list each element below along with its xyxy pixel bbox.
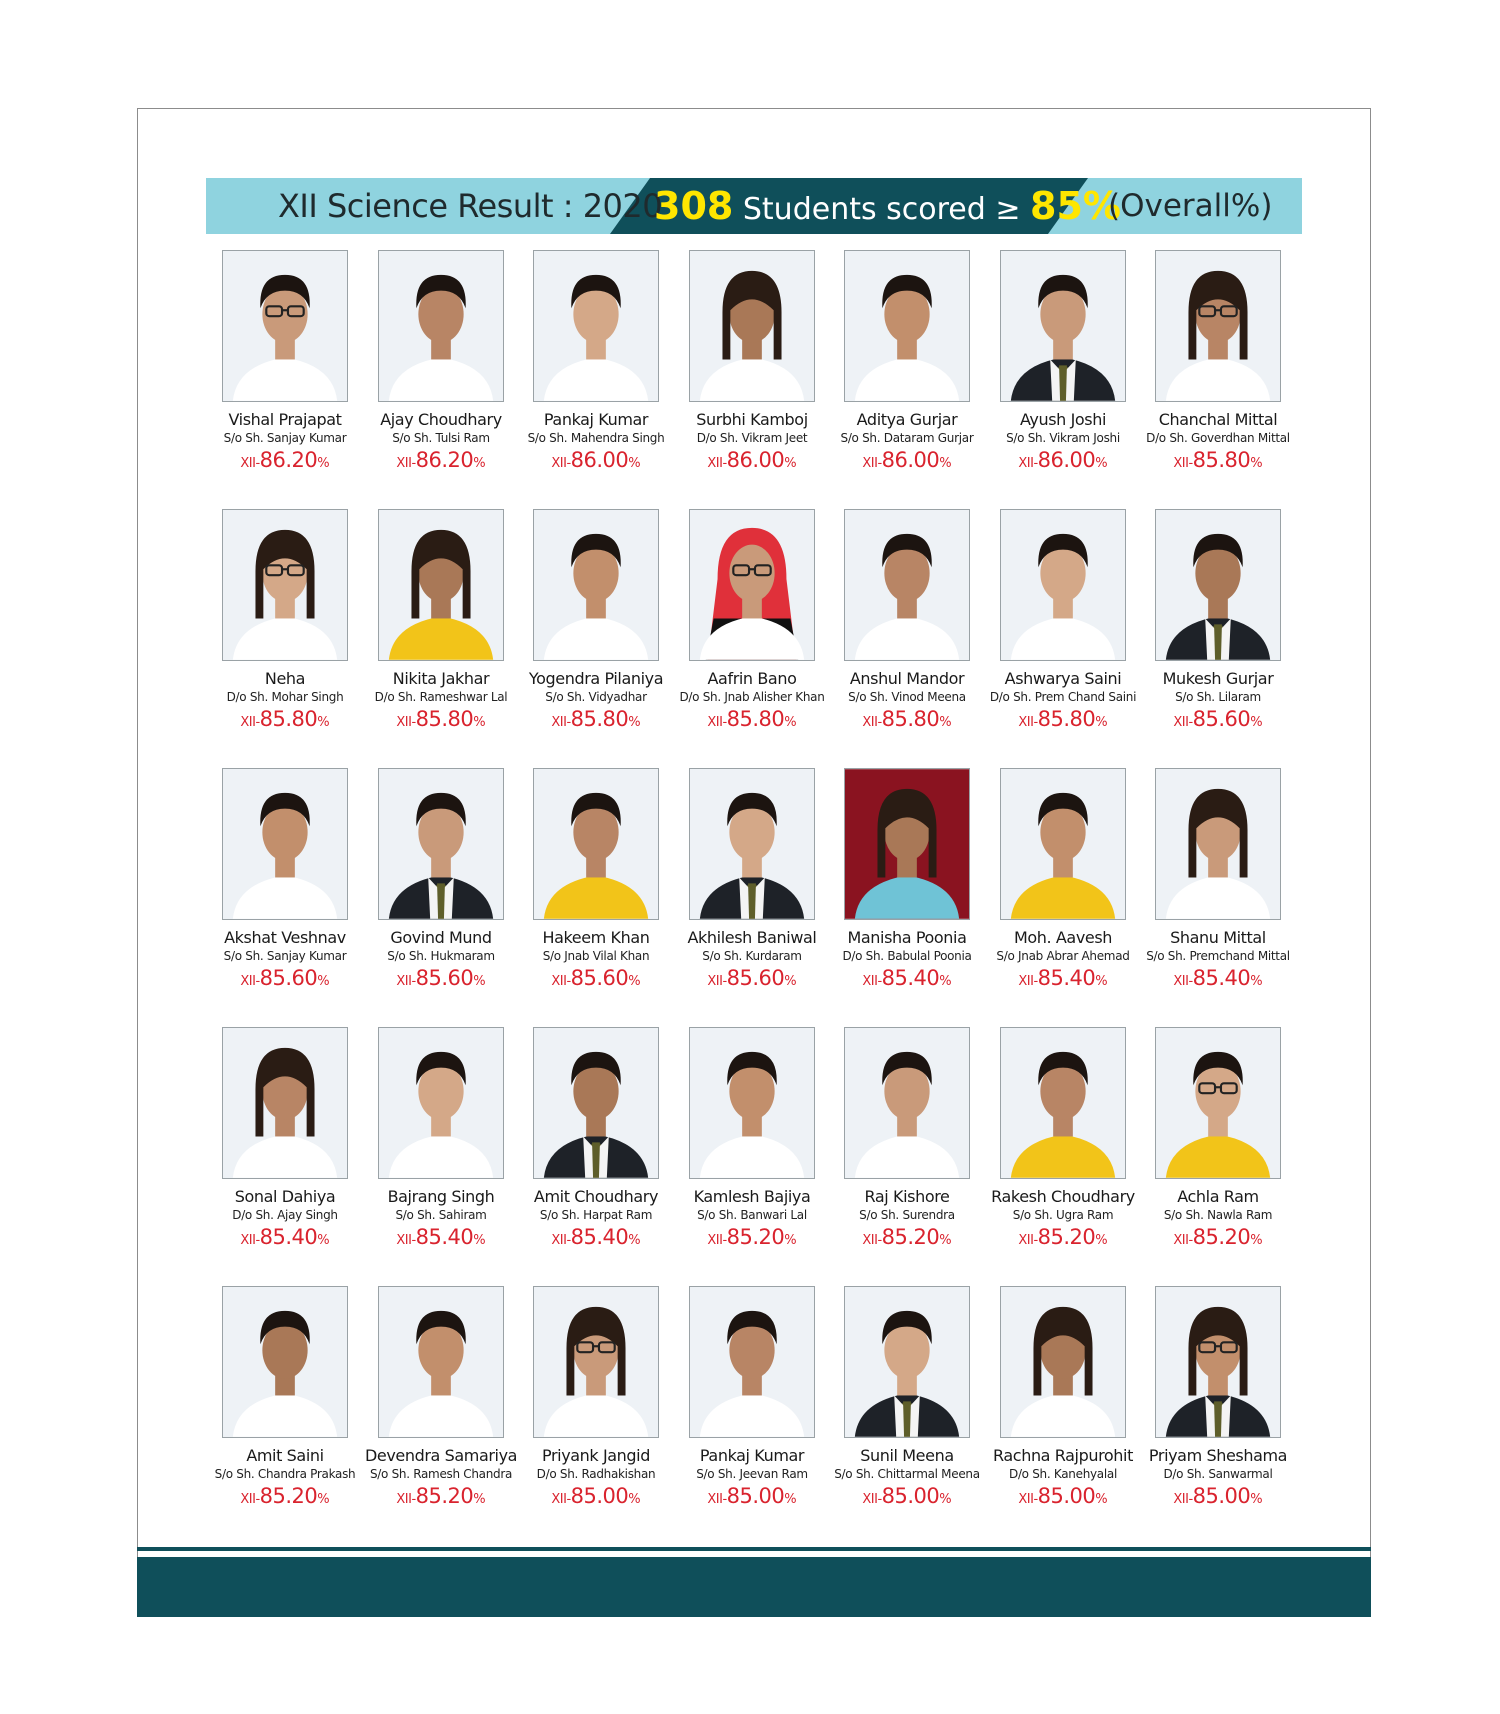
student-parent: D/o Sh. Sanwarmal [1163, 1467, 1273, 1481]
percent-unit: % [473, 1492, 486, 1507]
student-photo [378, 250, 504, 402]
student-card [1141, 1286, 1295, 1508]
student-card [364, 1027, 518, 1249]
class-prefix: XII- [551, 1492, 571, 1507]
student-name: Ashwarya Saini [1004, 669, 1122, 688]
student-photo [689, 768, 815, 920]
student-name: Sunil Meena [860, 1446, 954, 1465]
student-photo [378, 768, 504, 920]
student-name: Amit Choudhary [533, 1187, 659, 1206]
student-name: Neha [264, 669, 306, 688]
student-score [830, 448, 984, 472]
score-value: 85.00 [1037, 1484, 1096, 1508]
percent-unit: % [939, 715, 952, 730]
student-photo [222, 768, 348, 920]
student-photo [1000, 1027, 1126, 1179]
student-card [986, 250, 1140, 472]
class-prefix: XII- [1173, 1492, 1193, 1507]
percent-unit: % [939, 1233, 952, 1248]
percent-unit: % [939, 974, 952, 989]
student-parent: S/o Sh. Banwari Lal [697, 1208, 807, 1222]
class-prefix: XII- [551, 1233, 571, 1248]
percent-unit: % [1250, 715, 1263, 730]
student-score [364, 966, 518, 990]
student-photo [844, 250, 970, 402]
score-value: 85.80 [1192, 448, 1251, 472]
student-card [986, 768, 1140, 990]
score-value: 85.20 [415, 1484, 474, 1508]
student-score [1141, 966, 1295, 990]
class-prefix: XII- [396, 1233, 416, 1248]
student-photo [533, 1286, 659, 1438]
student-card [1141, 1027, 1295, 1249]
student-card [1141, 250, 1295, 472]
student-card [208, 768, 362, 990]
student-parent: S/o Sh. Sanjay Kumar [223, 431, 347, 445]
class-prefix: XII- [707, 715, 727, 730]
student-score [519, 1484, 673, 1508]
student-name: Chanchal Mittal [1158, 410, 1278, 429]
score-value: 85.20 [259, 1484, 318, 1508]
percent-unit: % [628, 1233, 641, 1248]
score-value: 86.00 [570, 448, 629, 472]
footer-divider [137, 1547, 1371, 1551]
student-parent: S/o Sh. Jeevan Ram [696, 1467, 808, 1481]
student-parent: S/o Sh. Sanjay Kumar [223, 949, 347, 963]
threshold-percent: 85% [1030, 184, 1121, 228]
student-score [986, 448, 1140, 472]
footer-bar [137, 1557, 1371, 1617]
student-card [208, 250, 362, 472]
class-prefix: XII- [707, 1492, 727, 1507]
percent-unit: % [628, 715, 641, 730]
student-card [364, 509, 518, 731]
student-parent: D/o Sh. Radhakishan [536, 1467, 656, 1481]
banner-scored [654, 178, 1121, 234]
student-photo [1000, 768, 1126, 920]
percent-unit: % [473, 1233, 486, 1248]
result-banner [206, 178, 1302, 234]
student-parent: S/o Sh. Surendra [859, 1208, 955, 1222]
student-name: Akhilesh Baniwal [687, 928, 817, 947]
score-value: 85.80 [415, 707, 474, 731]
class-prefix: XII- [1173, 456, 1193, 471]
student-photo [1155, 250, 1281, 402]
student-score [364, 707, 518, 731]
class-prefix: XII- [707, 974, 727, 989]
student-score [208, 966, 362, 990]
class-prefix: XII- [862, 1492, 882, 1507]
student-parent: D/o Sh. Prem Chand Saini [989, 690, 1137, 704]
student-score [208, 1484, 362, 1508]
percent-unit: % [1095, 974, 1108, 989]
student-parent: S/o Sh. Lilaram [1175, 690, 1261, 704]
student-name: Ajay Choudhary [380, 410, 502, 429]
student-score [675, 966, 829, 990]
student-name: Pankaj Kumar [543, 410, 649, 429]
student-parent: D/o Sh. Rameshwar Lal [374, 690, 508, 704]
student-name: Moh. Aavesh [1013, 928, 1113, 947]
student-name: Nikita Jakhar [392, 669, 490, 688]
student-card [364, 250, 518, 472]
student-photo [689, 250, 815, 402]
student-card [830, 1286, 984, 1508]
student-parent: S/o Sh. Mahendra Singh [527, 431, 665, 445]
student-name: Ayush Joshi [1019, 410, 1107, 429]
student-name: Anshul Mandor [849, 669, 965, 688]
student-score [986, 1484, 1140, 1508]
student-score [1141, 707, 1295, 731]
percent-unit: % [1250, 1233, 1263, 1248]
student-photo [222, 1027, 348, 1179]
student-card [1141, 509, 1295, 731]
student-parent: S/o Sh. Harpat Ram [539, 1208, 653, 1222]
class-prefix: XII- [240, 456, 260, 471]
student-name: Pankaj Kumar [699, 1446, 805, 1465]
score-value: 85.20 [1192, 1225, 1251, 1249]
student-score [830, 1225, 984, 1249]
percent-unit: % [784, 974, 797, 989]
student-card [830, 250, 984, 472]
class-prefix: XII- [1018, 1233, 1038, 1248]
student-photo [1155, 768, 1281, 920]
percent-unit: % [473, 456, 486, 471]
percent-unit: % [628, 974, 641, 989]
class-prefix: XII- [1173, 715, 1193, 730]
student-name: Sonal Dahiya [234, 1187, 336, 1206]
student-card [519, 1286, 673, 1508]
student-card [986, 1027, 1140, 1249]
score-value: 86.00 [881, 448, 940, 472]
score-value: 85.20 [881, 1225, 940, 1249]
class-prefix: XII- [862, 974, 882, 989]
class-prefix: XII- [551, 974, 571, 989]
student-photo [533, 768, 659, 920]
student-photo [222, 509, 348, 661]
student-parent: S/o Sh. Premchand Mittal [1146, 949, 1290, 963]
student-parent: S/o Sh. Tulsi Ram [392, 431, 490, 445]
student-card [830, 509, 984, 731]
student-card [675, 1286, 829, 1508]
percent-unit: % [628, 1492, 641, 1507]
class-prefix: XII- [1173, 974, 1193, 989]
student-card [519, 509, 673, 731]
student-parent: D/o Sh. Goverdhan Mittal [1146, 431, 1290, 445]
percent-unit: % [628, 456, 641, 471]
class-prefix: XII- [1173, 1233, 1193, 1248]
student-photo [222, 250, 348, 402]
student-name: Kamlesh Bajiya [693, 1187, 811, 1206]
student-card [519, 1027, 673, 1249]
students-count: 308 [654, 184, 734, 228]
class-prefix: XII- [396, 456, 416, 471]
student-photo [844, 768, 970, 920]
student-photo [533, 1027, 659, 1179]
student-name: Priyam Sheshama [1148, 1446, 1288, 1465]
student-name: Surbhi Kamboj [696, 410, 808, 429]
student-score [519, 707, 673, 731]
score-value: 85.60 [726, 966, 785, 990]
banner-title: XII Science Result : 2020 [278, 187, 663, 225]
banner-overall: (Overall%) [1108, 188, 1273, 224]
score-value: 85.80 [570, 707, 629, 731]
score-value: 85.40 [570, 1225, 629, 1249]
percent-unit: % [317, 1492, 330, 1507]
student-score [208, 707, 362, 731]
score-value: 85.40 [881, 966, 940, 990]
student-name: Hakeem Khan [542, 928, 650, 947]
student-photo [378, 1027, 504, 1179]
student-photo [689, 1027, 815, 1179]
percent-unit: % [1095, 1233, 1108, 1248]
student-score [830, 966, 984, 990]
student-parent: S/o Jnab Abrar Ahemad [996, 949, 1130, 963]
student-photo [1000, 1286, 1126, 1438]
student-score [364, 448, 518, 472]
student-card [675, 768, 829, 990]
student-photo [1155, 1286, 1281, 1438]
student-score [1141, 1484, 1295, 1508]
student-photo [844, 1027, 970, 1179]
student-parent: S/o Sh. Kurdaram [702, 949, 802, 963]
student-score [519, 966, 673, 990]
class-prefix: XII- [1018, 715, 1038, 730]
student-score [675, 1484, 829, 1508]
student-name: Manisha Poonia [847, 928, 967, 947]
student-photo [222, 1286, 348, 1438]
student-card [208, 1027, 362, 1249]
class-prefix: XII- [240, 715, 260, 730]
student-score [364, 1484, 518, 1508]
student-score [1141, 1225, 1295, 1249]
student-score [519, 1225, 673, 1249]
student-name: Rachna Rajpurohit [993, 1446, 1133, 1465]
student-name: Rakesh Choudhary [991, 1187, 1135, 1206]
class-prefix: XII- [396, 974, 416, 989]
student-score [675, 448, 829, 472]
student-parent: D/o Sh. Mohar Singh [226, 690, 344, 704]
class-prefix: XII- [1018, 456, 1038, 471]
percent-unit: % [784, 1492, 797, 1507]
student-parent: S/o Sh. Nawla Ram [1163, 1208, 1273, 1222]
student-parent: S/o Sh. Vidyadhar [545, 690, 647, 704]
student-parent: D/o Sh. Kanehyalal [1009, 1467, 1117, 1481]
student-card [675, 509, 829, 731]
student-parent: S/o Sh. Chittarmal Meena [834, 1467, 980, 1481]
score-value: 85.00 [881, 1484, 940, 1508]
percent-unit: % [1250, 974, 1263, 989]
percent-unit: % [473, 715, 486, 730]
score-value: 85.00 [570, 1484, 629, 1508]
student-photo [533, 250, 659, 402]
score-value: 85.60 [259, 966, 318, 990]
student-score [208, 1225, 362, 1249]
student-photo [378, 1286, 504, 1438]
student-score [519, 448, 673, 472]
student-name: Aafrin Bano [707, 669, 797, 688]
student-score [675, 707, 829, 731]
student-photo [1000, 250, 1126, 402]
student-score [986, 707, 1140, 731]
student-name: Achla Ram [1177, 1187, 1259, 1206]
score-value: 86.20 [415, 448, 474, 472]
percent-unit: % [317, 456, 330, 471]
percent-unit: % [1095, 1492, 1108, 1507]
scored-text: Students scored ≥ [742, 192, 1021, 227]
class-prefix: XII- [551, 456, 571, 471]
student-photo [689, 509, 815, 661]
student-photo [1155, 1027, 1281, 1179]
score-value: 85.00 [726, 1484, 785, 1508]
score-value: 85.40 [1037, 966, 1096, 990]
percent-unit: % [317, 1233, 330, 1248]
class-prefix: XII- [1018, 974, 1038, 989]
student-parent: D/o Sh. Vikram Jeet [696, 431, 808, 445]
student-parent: S/o Sh. Sahiram [395, 1208, 487, 1222]
score-value: 85.20 [1037, 1225, 1096, 1249]
student-card [986, 509, 1140, 731]
score-value: 85.80 [726, 707, 785, 731]
student-parent: S/o Sh. Ugra Ram [1012, 1208, 1114, 1222]
student-parent: S/o Sh. Ramesh Chandra [369, 1467, 513, 1481]
student-parent: D/o Sh. Babulal Poonia [842, 949, 972, 963]
student-score [986, 1225, 1140, 1249]
score-value: 86.00 [726, 448, 785, 472]
percent-unit: % [784, 1233, 797, 1248]
student-card [830, 768, 984, 990]
score-value: 85.80 [1037, 707, 1096, 731]
student-card [675, 250, 829, 472]
student-name: Raj Kishore [864, 1187, 950, 1206]
class-prefix: XII- [1018, 1492, 1038, 1507]
student-card [519, 250, 673, 472]
student-name: Akshat Veshnav [224, 928, 346, 947]
student-score [675, 1225, 829, 1249]
score-value: 85.60 [415, 966, 474, 990]
class-prefix: XII- [396, 1492, 416, 1507]
student-parent: S/o Sh. Chandra Prakash [214, 1467, 356, 1481]
student-score [830, 1484, 984, 1508]
percent-unit: % [784, 715, 797, 730]
student-card [675, 1027, 829, 1249]
student-name: Govind Mund [390, 928, 492, 947]
student-card [208, 509, 362, 731]
student-photo [1155, 509, 1281, 661]
class-prefix: XII- [862, 456, 882, 471]
class-prefix: XII- [707, 456, 727, 471]
score-value: 85.80 [259, 707, 318, 731]
percent-unit: % [1250, 456, 1263, 471]
percent-unit: % [317, 715, 330, 730]
student-parent: D/o Sh. Ajay Singh [232, 1208, 338, 1222]
percent-unit: % [939, 1492, 952, 1507]
score-value: 85.60 [570, 966, 629, 990]
score-value: 85.20 [726, 1225, 785, 1249]
percent-unit: % [1095, 715, 1108, 730]
percent-unit: % [939, 456, 952, 471]
student-name: Shanu Mittal [1170, 928, 1266, 947]
student-parent: S/o Sh. Vikram Joshi [1006, 431, 1120, 445]
student-photo [844, 1286, 970, 1438]
class-prefix: XII- [240, 1492, 260, 1507]
student-name: Priyank Jangid [542, 1446, 650, 1465]
score-value: 85.40 [1192, 966, 1251, 990]
student-card [208, 1286, 362, 1508]
student-card [986, 1286, 1140, 1508]
student-score [1141, 448, 1295, 472]
student-score [830, 707, 984, 731]
class-prefix: XII- [862, 715, 882, 730]
percent-unit: % [1250, 1492, 1263, 1507]
class-prefix: XII- [862, 1233, 882, 1248]
student-name: Bajrang Singh [387, 1187, 495, 1206]
percent-unit: % [473, 974, 486, 989]
student-parent: D/o Sh. Jnab Alisher Khan [679, 690, 825, 704]
score-value: 86.20 [259, 448, 318, 472]
student-card [364, 768, 518, 990]
class-prefix: XII- [551, 715, 571, 730]
percent-unit: % [317, 974, 330, 989]
student-card [519, 768, 673, 990]
student-photo [533, 509, 659, 661]
student-name: Devendra Samariya [364, 1446, 518, 1465]
score-value: 86.00 [1037, 448, 1096, 472]
score-value: 85.40 [259, 1225, 318, 1249]
percent-unit: % [1095, 456, 1108, 471]
score-value: 85.00 [1192, 1484, 1251, 1508]
student-photo [844, 509, 970, 661]
class-prefix: XII- [707, 1233, 727, 1248]
student-name: Aditya Gurjar [856, 410, 958, 429]
score-value: 85.80 [881, 707, 940, 731]
score-value: 85.60 [1192, 707, 1251, 731]
student-parent: S/o Sh. Dataram Gurjar [840, 431, 974, 445]
student-name: Vishal Prajapat [228, 410, 342, 429]
percent-unit: % [784, 456, 797, 471]
student-photo [378, 509, 504, 661]
student-score [208, 448, 362, 472]
score-value: 85.40 [415, 1225, 474, 1249]
class-prefix: XII- [396, 715, 416, 730]
class-prefix: XII- [240, 974, 260, 989]
student-card [364, 1286, 518, 1508]
student-score [986, 966, 1140, 990]
student-card [1141, 768, 1295, 990]
student-photo [1000, 509, 1126, 661]
student-name: Mukesh Gurjar [1162, 669, 1274, 688]
student-parent: S/o Sh. Hukmaram [387, 949, 495, 963]
student-photo [689, 1286, 815, 1438]
student-score [364, 1225, 518, 1249]
class-prefix: XII- [240, 1233, 260, 1248]
student-card [830, 1027, 984, 1249]
student-parent: S/o Jnab Vilal Khan [542, 949, 650, 963]
student-parent: S/o Sh. Vinod Meena [848, 690, 966, 704]
student-name: Amit Saini [246, 1446, 324, 1465]
student-name: Yogendra Pilaniya [528, 669, 664, 688]
